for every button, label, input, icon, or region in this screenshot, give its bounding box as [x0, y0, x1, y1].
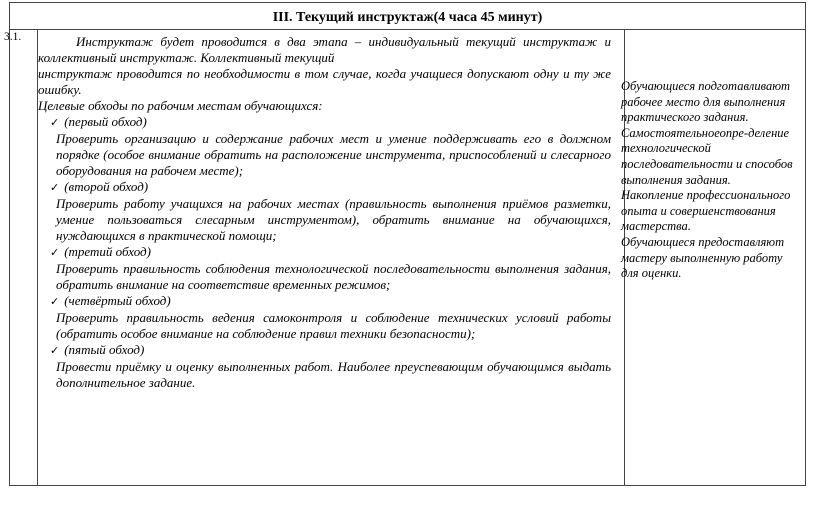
check-icon: ✓ [50, 182, 60, 194]
row-number: 3.1. [4, 31, 22, 43]
round-4-title: (четвёртый обход) [64, 293, 171, 308]
section-title: III. Текущий инструктаж(4 часа 45 минут) [10, 3, 805, 30]
intro-paragraph-continued: инструктаж проводится по необходимости в том случае, когда учащиеся допускают одну и ту же ошибку. [38, 66, 611, 97]
round-1-title: (первый обход) [64, 114, 147, 129]
round-3-label [38, 244, 611, 261]
round-5-label [38, 342, 611, 359]
round-5-title: (пятый обход) [64, 342, 145, 357]
student-activity-3: Накопление профессионального опыта и совершенствования мастерства. [621, 188, 791, 234]
instruction-content [38, 34, 611, 391]
round-3-text: Проверить правильность соблюдения технологической последовательности выполнения задания, обратить внимание на соответствие временных режимов; [56, 261, 611, 292]
intro-paragraph: Инструктаж будет проводится в два этапа – индивидуальный текущий инструктаж и коллективный инструктаж. Коллективный текущий [38, 34, 611, 65]
round-1-label [38, 114, 611, 131]
round-5-text: Провести приёмку и оценку выполненных работ. Наиболее преуспевающим обучающимся выдать дополнительное задание. [56, 359, 611, 390]
round-1-text: Проверить организацию и содержание рабочих мест и умение поддерживать его в должном порядке (особое внимание обратить на расположение инструмента, приспособлений и слесарного оборудования на рабочем месте); [56, 131, 611, 178]
round-4-label [38, 293, 611, 310]
student-activity-column [621, 79, 793, 282]
check-icon: ✓ [50, 247, 60, 259]
student-activity-1: Обучающиеся подготавливают рабочее место для выполнения практического задания. [621, 79, 791, 125]
round-4-text: Проверить правильность ведения самоконтроля и соблюдение технических условий работы (обратить особое внимание на соблюдение правил техники безопасности); [56, 310, 611, 341]
student-activity-2: Самостоятельноеопре-деление технологической последовательности и способов выполнения задания. [621, 125, 793, 187]
check-icon: ✓ [50, 345, 60, 357]
round-2-title: (второй обход) [64, 179, 149, 194]
student-activity-4: Обучающиеся предоставляют мастеру выполненную работу для оценки. [621, 234, 785, 281]
round-3-title: (третий обход) [64, 244, 151, 259]
round-2-text: Проверить работу учащихся на рабочих местах (правильность выполнения приёмов разметки, умение пользоваться слесарным инструментом), обратить внимание на обучающихся, нуждающихся в практической помощи; [56, 196, 611, 243]
check-icon: ✓ [50, 117, 60, 129]
check-icon: ✓ [50, 296, 60, 308]
round-2-label [38, 179, 611, 196]
rounds-heading: Целевые обходы по рабочим местам обучающихся: [38, 98, 323, 113]
